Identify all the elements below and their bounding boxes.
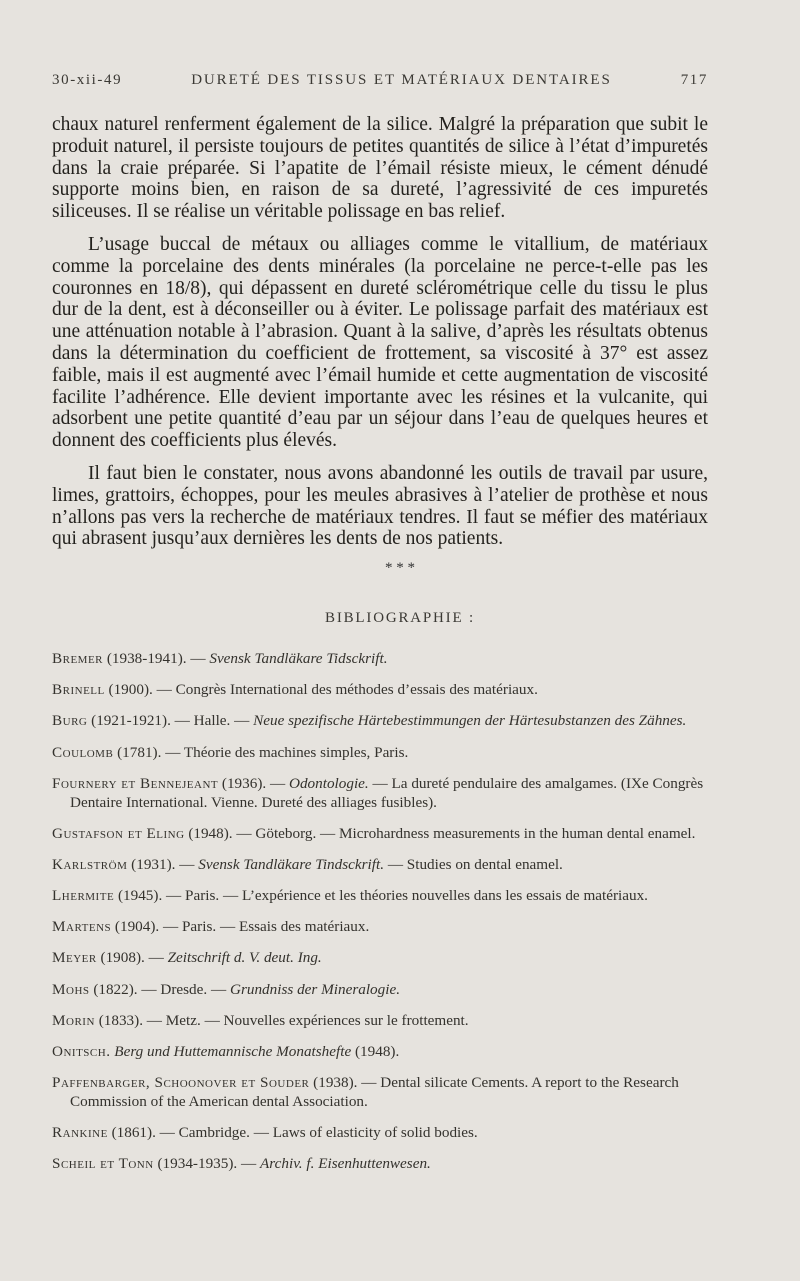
entry-author: Paffenbarger, Schoonover et Souder [52,1074,310,1092]
bibliography-entry [52,775,708,813]
entry-author: Burg [52,712,88,730]
entry-author: Gustafson et Eling [52,824,185,842]
entry-text: — Studies on dental enamel. [384,855,563,873]
header-date: 30-xii-49 [52,72,123,88]
paragraph: chaux naturel renferment également de la silice. Malgré la préparation que subit le produit naturel, il persiste toujours de petites quantités de silice à l’état d’impuretés dans la craie préparée. Si l’apatite de l’émail résiste mieux, le cément dénudé supporte moins bien, en raison de sa dureté, l’agressivité de ces impuretés siliceuses. Il se réalise un véritable polissage en bas relief. [52,114,708,223]
entry-author: Mohs [52,980,90,998]
entry-author: Bremer [52,650,104,667]
bibliography-entry [52,1155,708,1174]
entry-author: Fournery et Bennejeant [52,774,219,792]
entry-text: — La dureté pendulaire des amalgames. (IXe Congrès Dentaire International. Vienne. Dureté des alliages fusibles). [70,774,704,811]
entry-text: (1908). — [96,949,168,967]
bibliography-entry [52,887,708,906]
entry-author: Martens [52,918,112,936]
entry-author: Coulomb [52,743,114,761]
entry-text: (1931). — [127,855,199,873]
entry-author: Scheil et Tonn [52,1155,154,1173]
entry-title: Odontologie. [288,774,369,792]
entry-title: Zeitschrift d. V. deut. Ing. [167,949,322,967]
body-text [52,114,708,561]
entry-text: (1934-1935). — [153,1155,261,1173]
bibliography-entry [52,949,708,968]
entry-text: (1938-1941). — [103,650,210,667]
entry-author: Karlström [52,855,128,873]
entry-text: (1781). — Théorie des machines simples, Paris. [113,743,409,761]
bibliography-title: BIBLIOGRAPHIE : [325,610,475,626]
bibliography-entry [52,681,708,700]
bibliography-entry [52,650,708,669]
entry-text: (1900). — Congrès International des méthodes d’essais des matériaux. [104,681,538,699]
entry-text: (1938). — Dental silicate Cements. A report to the Research Commission of the American dental Association. [70,1074,679,1111]
bibliography-entry [52,1124,708,1143]
entry-text: (1904). — Paris. — Essais des matériaux. [111,918,370,936]
entry-text: (1936). — [218,774,289,792]
header-title: DURETÉ DES TISSUS ET MATÉRIAUX DENTAIRES [191,72,612,88]
entry-text: (1833). — Metz. — Nouvelles expériences sur le frottement. [94,1011,469,1029]
entry-author: Meyer [52,949,97,967]
paragraph: L’usage buccal de métaux ou alliages comme le vitallium, de matériaux comme la porcelaine des dents minérales (la porcelaine ne perce-t-elle pas les couronnes en 18/8), qui dépassent en dureté sclérométrique celle du tissu le plus dur de la dent, est à déconseiller ou à éviter. Le polissage parfait des matériaux est une atténuation notable à l’abrasion. Quant à la salive, d’après les résultats obtenus dans la détermination du coefficient de frottement, sa viscosité à 37° est assez faible, mais il est augmenté avec l’émail humide et cette augmentation de viscosité facilite l’adhérence. Elle devient importante avec les résines et la vulcanite, qui adsorbent une petite quantité d’eau par un séjour dans l’eau de quelques heures et donnent des coefficients plus élevés. [52,233,708,452]
entry-title: Neue spezifische Härtebestimmungen der Härtesubstanzen des Zähnes. [253,712,687,730]
bibliography-entry [52,825,708,844]
bibliography-entry [52,712,708,731]
entry-text: (1921-1921). — Halle. — [87,712,254,730]
paragraph: Il faut bien le constater, nous avons abandonné les outils de travail par usure, limes, grattoirs, échoppes, pour les meules abrasives à l’atelier de prothèse et nous n’allons pas vers la recherche de matériaux tendres. Il faut se méfier des matériaux qui abrasent jusqu’aux dernières les dents de nos patients. [52,462,708,550]
entry-author: Onitsch. [52,1043,111,1061]
running-header [52,72,708,89]
bibliography-entry [52,918,708,937]
bibliography-entry [52,1012,708,1031]
entry-title: Svensk Tandläkare Tidsckrift. [209,650,388,667]
bibliography-entry [52,1074,708,1112]
entry-text: (1945). — Paris. — L’expérience et les théories nouvelles dans les essais de matériaux. [114,887,648,905]
entry-text: (1861). — Cambridge. — Laws of elasticity of solid bodies. [107,1124,478,1142]
asterism-separator: * * * [385,560,415,576]
entry-text: (1948). [351,1043,400,1061]
entry-text: (1822). — Dresde. — [89,980,230,998]
entry-title: Grundniss der Mineralogie. [229,980,400,998]
bibliography-entry [52,981,708,1000]
bibliography-entry [52,856,708,875]
entry-title: Berg und Huttemannische Monatshefte [114,1043,352,1061]
entry-text: (1948). — Göteborg. — Microhardness measurements in the human dental enamel. [184,824,696,842]
entry-author: Brinell [52,681,105,699]
entry-author: Morin [52,1011,95,1029]
bibliography-entry [52,744,708,763]
bibliography-entry [52,1043,708,1062]
entry-author: Rankine [52,1124,108,1142]
entry-author: Lhermite [52,887,115,905]
bibliography-list [52,650,708,1187]
page-number: 717 [680,72,708,88]
entry-title: Svensk Tandläkare Tindsckrift. [198,855,385,873]
entry-title: Archiv. f. Eisenhuttenwesen. [260,1155,431,1173]
